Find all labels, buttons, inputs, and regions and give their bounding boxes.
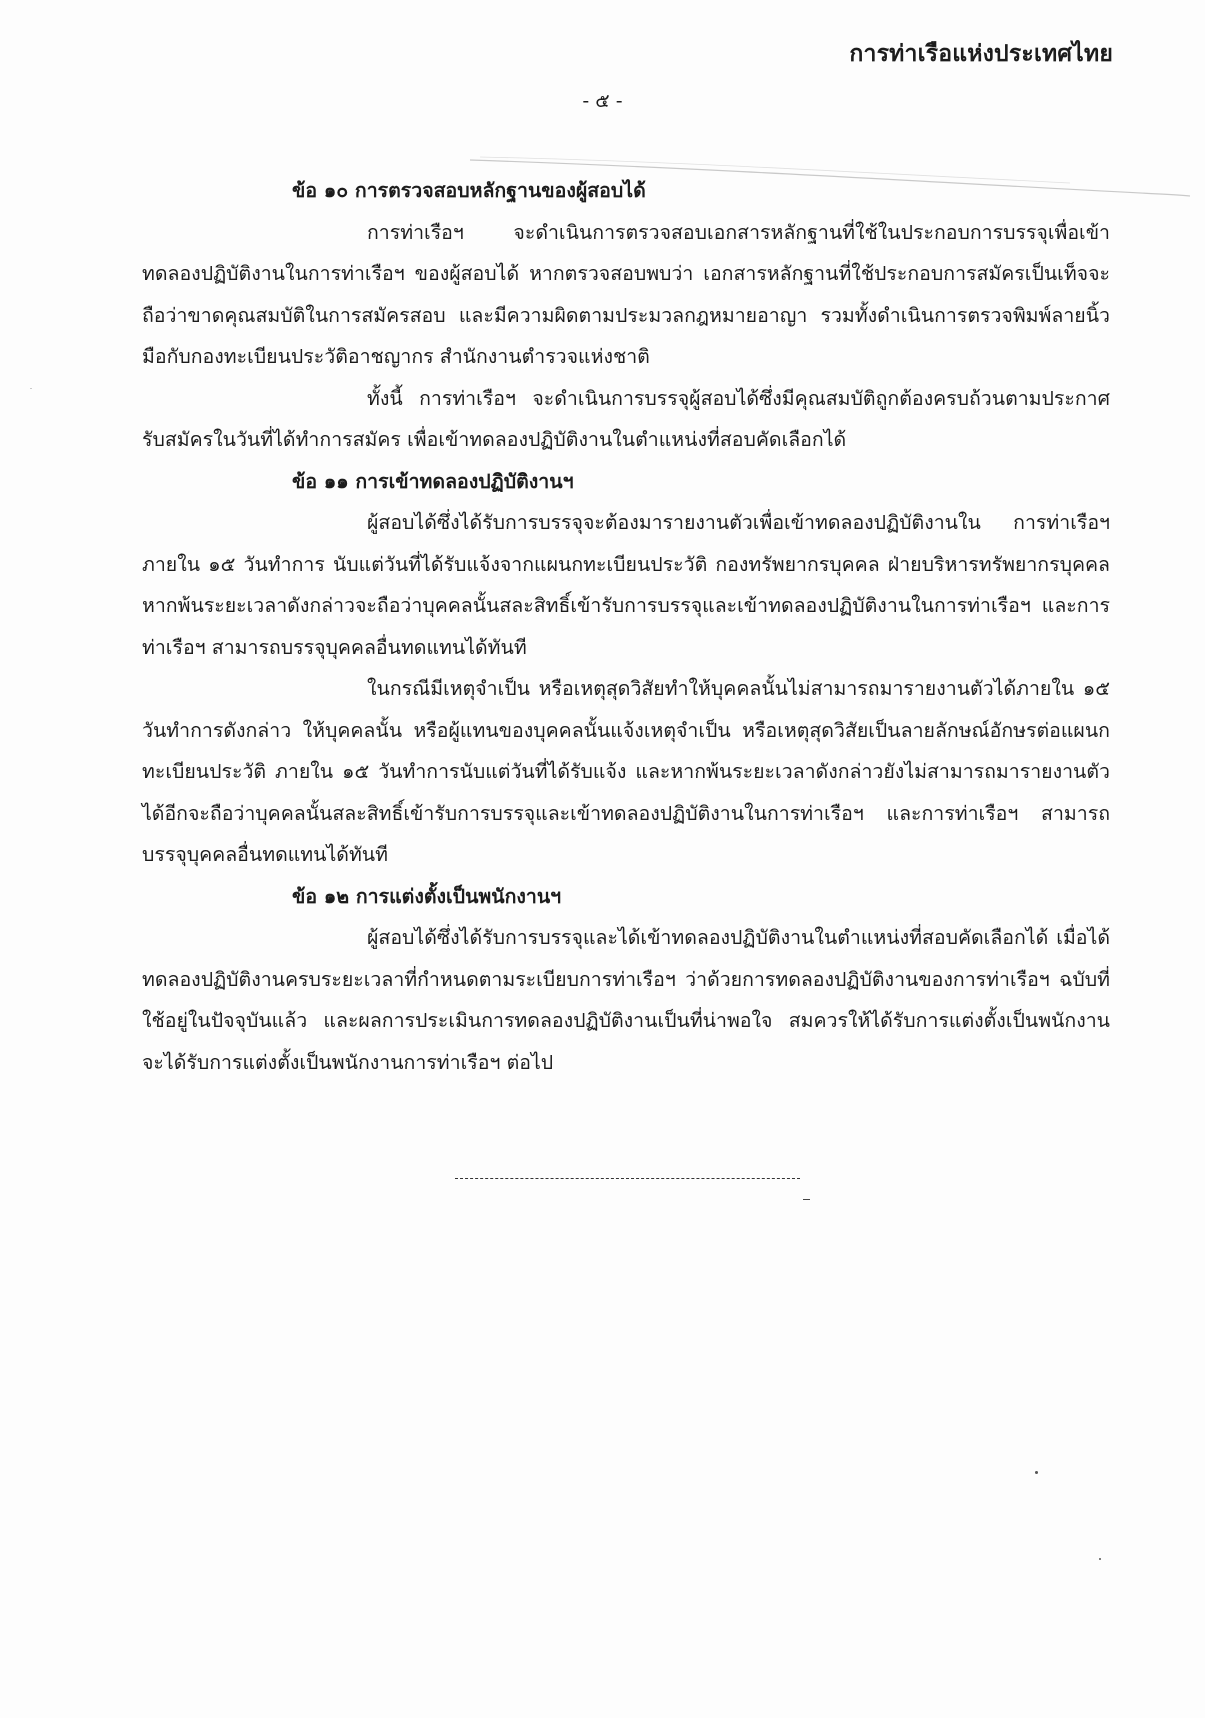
document-body: [142, 170, 1110, 1083]
end-mark: [803, 1199, 810, 1200]
page-number: - ๕ -: [582, 90, 623, 112]
section-heading: ข้อ ๑๒ การแต่งตั้งเป็นพนักงานฯ: [292, 884, 562, 908]
section-11: [142, 461, 1110, 876]
section-heading: ข้อ ๑๑ การเข้าทดลองปฏิบัติงานฯ: [292, 469, 574, 493]
paragraph: ผู้สอบได้ซึ่งได้รับการบรรจุจะต้องมารายงานตัวเพื่อเข้าทดลองปฏิบัติงานใน การท่าเรือฯ ภายใน ๑๕ วันทำการ นับแต่วันที่ได้รับแจ้งจากแผนกทะเบียนประวัติ กองทรัพยากรบุคคล ฝ่ายบริหารทรัพยากรบุคคล หากพ้นระยะเวลาดังกล่าวจะถือว่าบุคคลนั้นสละสิทธิ์เข้ารับการบรรจุและเข้าทดลองปฏิบัติงานในการท่าเรือฯ และการท่าเรือฯ สามารถบรรจุบุคคลอื่นทดแทนได้ทันที: [142, 511, 1110, 659]
section-heading: ข้อ ๑๐ การตรวจสอบหลักฐานของผู้สอบได้: [292, 179, 646, 202]
paragraph: ทั้งนี้ การท่าเรือฯ จะดำเนินการบรรจุผู้สอบได้ซึ่งมีคุณสมบัติถูกต้องครบถ้วนตามประกาศรับสมัครในวันที่ได้ทำการสมัคร เพื่อเข้าทดลองปฏิบัติงานในตำแหน่งที่สอบคัดเลือกได้: [142, 386, 1110, 451]
paragraph: ในกรณีมีเหตุจำเป็น หรือเหตุสุดวิสัยทำให้บุคคลนั้นไม่สามารถมารายงานตัวได้ภายใน ๑๕ วันทำการดังกล่าว ให้บุคคลนั้น หรือผู้แทนของบุคคลนั้นแจ้งเหตุจำเป็น หรือเหตุสุดวิสัยเป็นลายลักษณ์อักษรต่อแผนกทะเบียนประวัติ ภายใน ๑๕ วันทำการนับแต่วันที่ได้รับแจ้ง และหากพ้นระยะเวลาดังกล่าวยังไม่สามารถมารายงานตัวได้อีกจะถือว่าบุคคลนั้นสละสิทธิ์เข้ารับการบรรจุและเข้าทดลองปฏิบัติงานในการท่าเรือฯ และการท่าเรือฯ สามารถบรรจุบุคคลอื่นทดแทนได้ทันที: [142, 677, 1110, 866]
end-of-document-rule: [455, 1178, 800, 1179]
section-10: [142, 170, 1110, 461]
paragraph: ผู้สอบได้ซึ่งได้รับการบรรจุและได้เข้าทดลองปฏิบัติงานในตำแหน่งที่สอบคัดเลือกได้ เมื่อได้ทดลองปฏิบัติงานครบระยะเวลาที่กำหนดตามระเบียบการท่าเรือฯ ว่าด้วยการทดลองปฏิบัติงานของการท่าเรือฯ ฉบับที่ใช้อยู่ในปัจจุบันแล้ว และผลการประเมินการทดลองปฏิบัติงานเป็นที่น่าพอใจ สมควรให้ได้รับการแต่งตั้งเป็นพนักงาน จะได้รับการแต่งตั้งเป็นพนักงานการท่าเรือฯ ต่อไป: [142, 926, 1110, 1074]
scan-speck: [1035, 1471, 1038, 1474]
paragraph: การท่าเรือฯ จะดำเนินการตรวจสอบเอกสารหลักฐานที่ใช้ในประกอบการบรรจุเพื่อเข้าทดลองปฏิบัติงานในการท่าเรือฯ ของผู้สอบได้ หากตรวจสอบพบว่า เอกสารหลักฐานที่ใช้ประกอบการสมัครเป็นเท็จจะถือว่าขาดคุณสมบัติในการสมัครสอบ และมีความผิดตามประมวลกฎหมายอาญา รวมทั้งดำเนินการตรวจพิมพ์ลายนิ้วมือกับกองทะเบียนประวัติอาชญากร สำนักงานตำรวจแห่งชาติ: [142, 220, 1110, 368]
organization-header: การท่าเรือแห่งประเทศไทย: [849, 41, 1113, 67]
scan-speck: [30, 388, 32, 389]
section-12: [142, 876, 1110, 1084]
scan-speck: [1099, 1558, 1101, 1560]
